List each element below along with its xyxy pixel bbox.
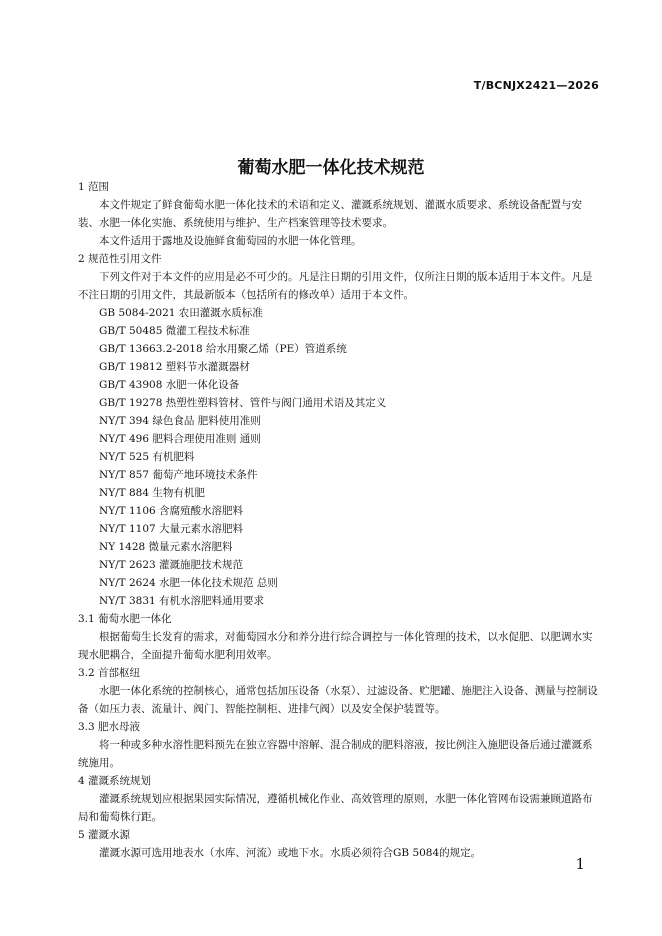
reference-item: NY/T 884 生物有机肥: [99, 487, 205, 499]
reference-item: NY/T 525 有机肥料: [99, 451, 195, 463]
reference-item: GB 5084-2021 农田灌溉水质标准: [99, 307, 263, 319]
section-heading-3-1: 3.1 葡萄水肥一体化: [78, 613, 172, 625]
paragraph-3-1: 根据葡萄生长发育的需求，对葡萄园水分和养分进行综合调控与一体化管理的技术，以水促肥、以肥调水实现水肥耦合，全面提升葡萄水肥利用效率。: [78, 631, 593, 661]
reference-item: GB/T 50485 微灌工程技术标准: [99, 325, 250, 337]
reference-item: GB/T 19812 塑料节水灌溉器材: [99, 361, 250, 373]
paragraph-references-intro: 下列文件对于本文件的应用是必不可少的。凡是注日期的引用文件，仅所注日期的版本适用于本文件。凡是不注日期的引用文件，其最新版本（包括所有的修改单）适用于本文件。: [78, 271, 593, 301]
section-heading-4: 4 灌溉系统规划: [78, 775, 152, 787]
reference-list: [78, 304, 600, 610]
reference-item: NY/T 1107 大量元素水溶肥料: [99, 523, 244, 535]
reference-item: NY/T 857 葡萄产地环境技术条件: [99, 469, 258, 481]
paragraph-scope-2: 本文件适用于露地及设施鲜食葡萄园的水肥一体化管理。: [99, 235, 362, 247]
reference-item: GB/T 13663.2-2018 给水用聚乙烯（PE）管道系统: [99, 343, 347, 355]
reference-item: NY/T 1106 含腐殖酸水溶肥料: [99, 505, 244, 517]
section-heading-3-3: 3.3 肥水母液: [78, 721, 141, 733]
section-heading-5: 5 灌溉水源: [78, 829, 131, 841]
reference-item: GB/T 43908 水肥一体化设备: [99, 379, 240, 391]
section-heading-2: 2 规范性引用文件: [78, 253, 162, 265]
paragraph-4: 灌溉系统规划应根据果园实际情况，遵循机械化作业、高效管理的原则，水肥一体化管网布设需兼顾道路布局和葡萄株行距。: [78, 793, 593, 823]
reference-item: GB/T 19278 热塑性塑料管材、管件与阀门通用术语及其定义: [99, 397, 387, 409]
paragraph-5: 灌溉水源可选用地表水（水库、河流）或地下水。水质必须符合GB 5084的规定。: [99, 847, 482, 859]
reference-item: NY 1428 微量元素水溶肥料: [99, 541, 233, 553]
paragraph-3-3: 将一种或多种水溶性肥料预先在独立容器中溶解、混合制成的肥料溶液，按比例注入施肥设备后通过灌溉系统施用。: [78, 739, 593, 769]
reference-item: NY/T 394 绿色食品 肥料使用准则: [99, 415, 261, 427]
standard-code: T/BCNJX2421—2026: [473, 79, 599, 92]
paragraph-3-2: 水肥一体化系统的控制核心，通常包括加压设备（水泵）、过滤设备、贮肥罐、施肥注入设备、测量与控制设备（如压力表、流量计、阀门、智能控制柜、进排气阀）以及安全保护装置等。: [78, 685, 598, 715]
reference-item: NY/T 496 肥料合理使用准则 通则: [99, 433, 261, 445]
document-body: [78, 178, 600, 862]
reference-item: NY/T 3831 有机水溶肥料通用要求: [99, 595, 265, 607]
page-number: 1: [575, 855, 585, 873]
reference-item: NY/T 2623 灌溉施肥技术规范: [99, 559, 244, 571]
reference-item: NY/T 2624 水肥一体化技术规范 总则: [99, 577, 278, 589]
section-heading-1: 1 范围: [78, 181, 110, 193]
section-heading-3-2: 3.2 首部枢纽: [78, 667, 141, 679]
document-title: 葡萄水肥一体化技术规范: [237, 158, 425, 178]
paragraph-scope-1: 本文件规定了鲜食葡萄水肥一体化技术的术语和定义、灌溉系统规划、灌溉水质要求、系统设备配置与安装、水肥一体化实施、系统使用与维护、生产档案管理等技术要求。: [78, 199, 582, 229]
